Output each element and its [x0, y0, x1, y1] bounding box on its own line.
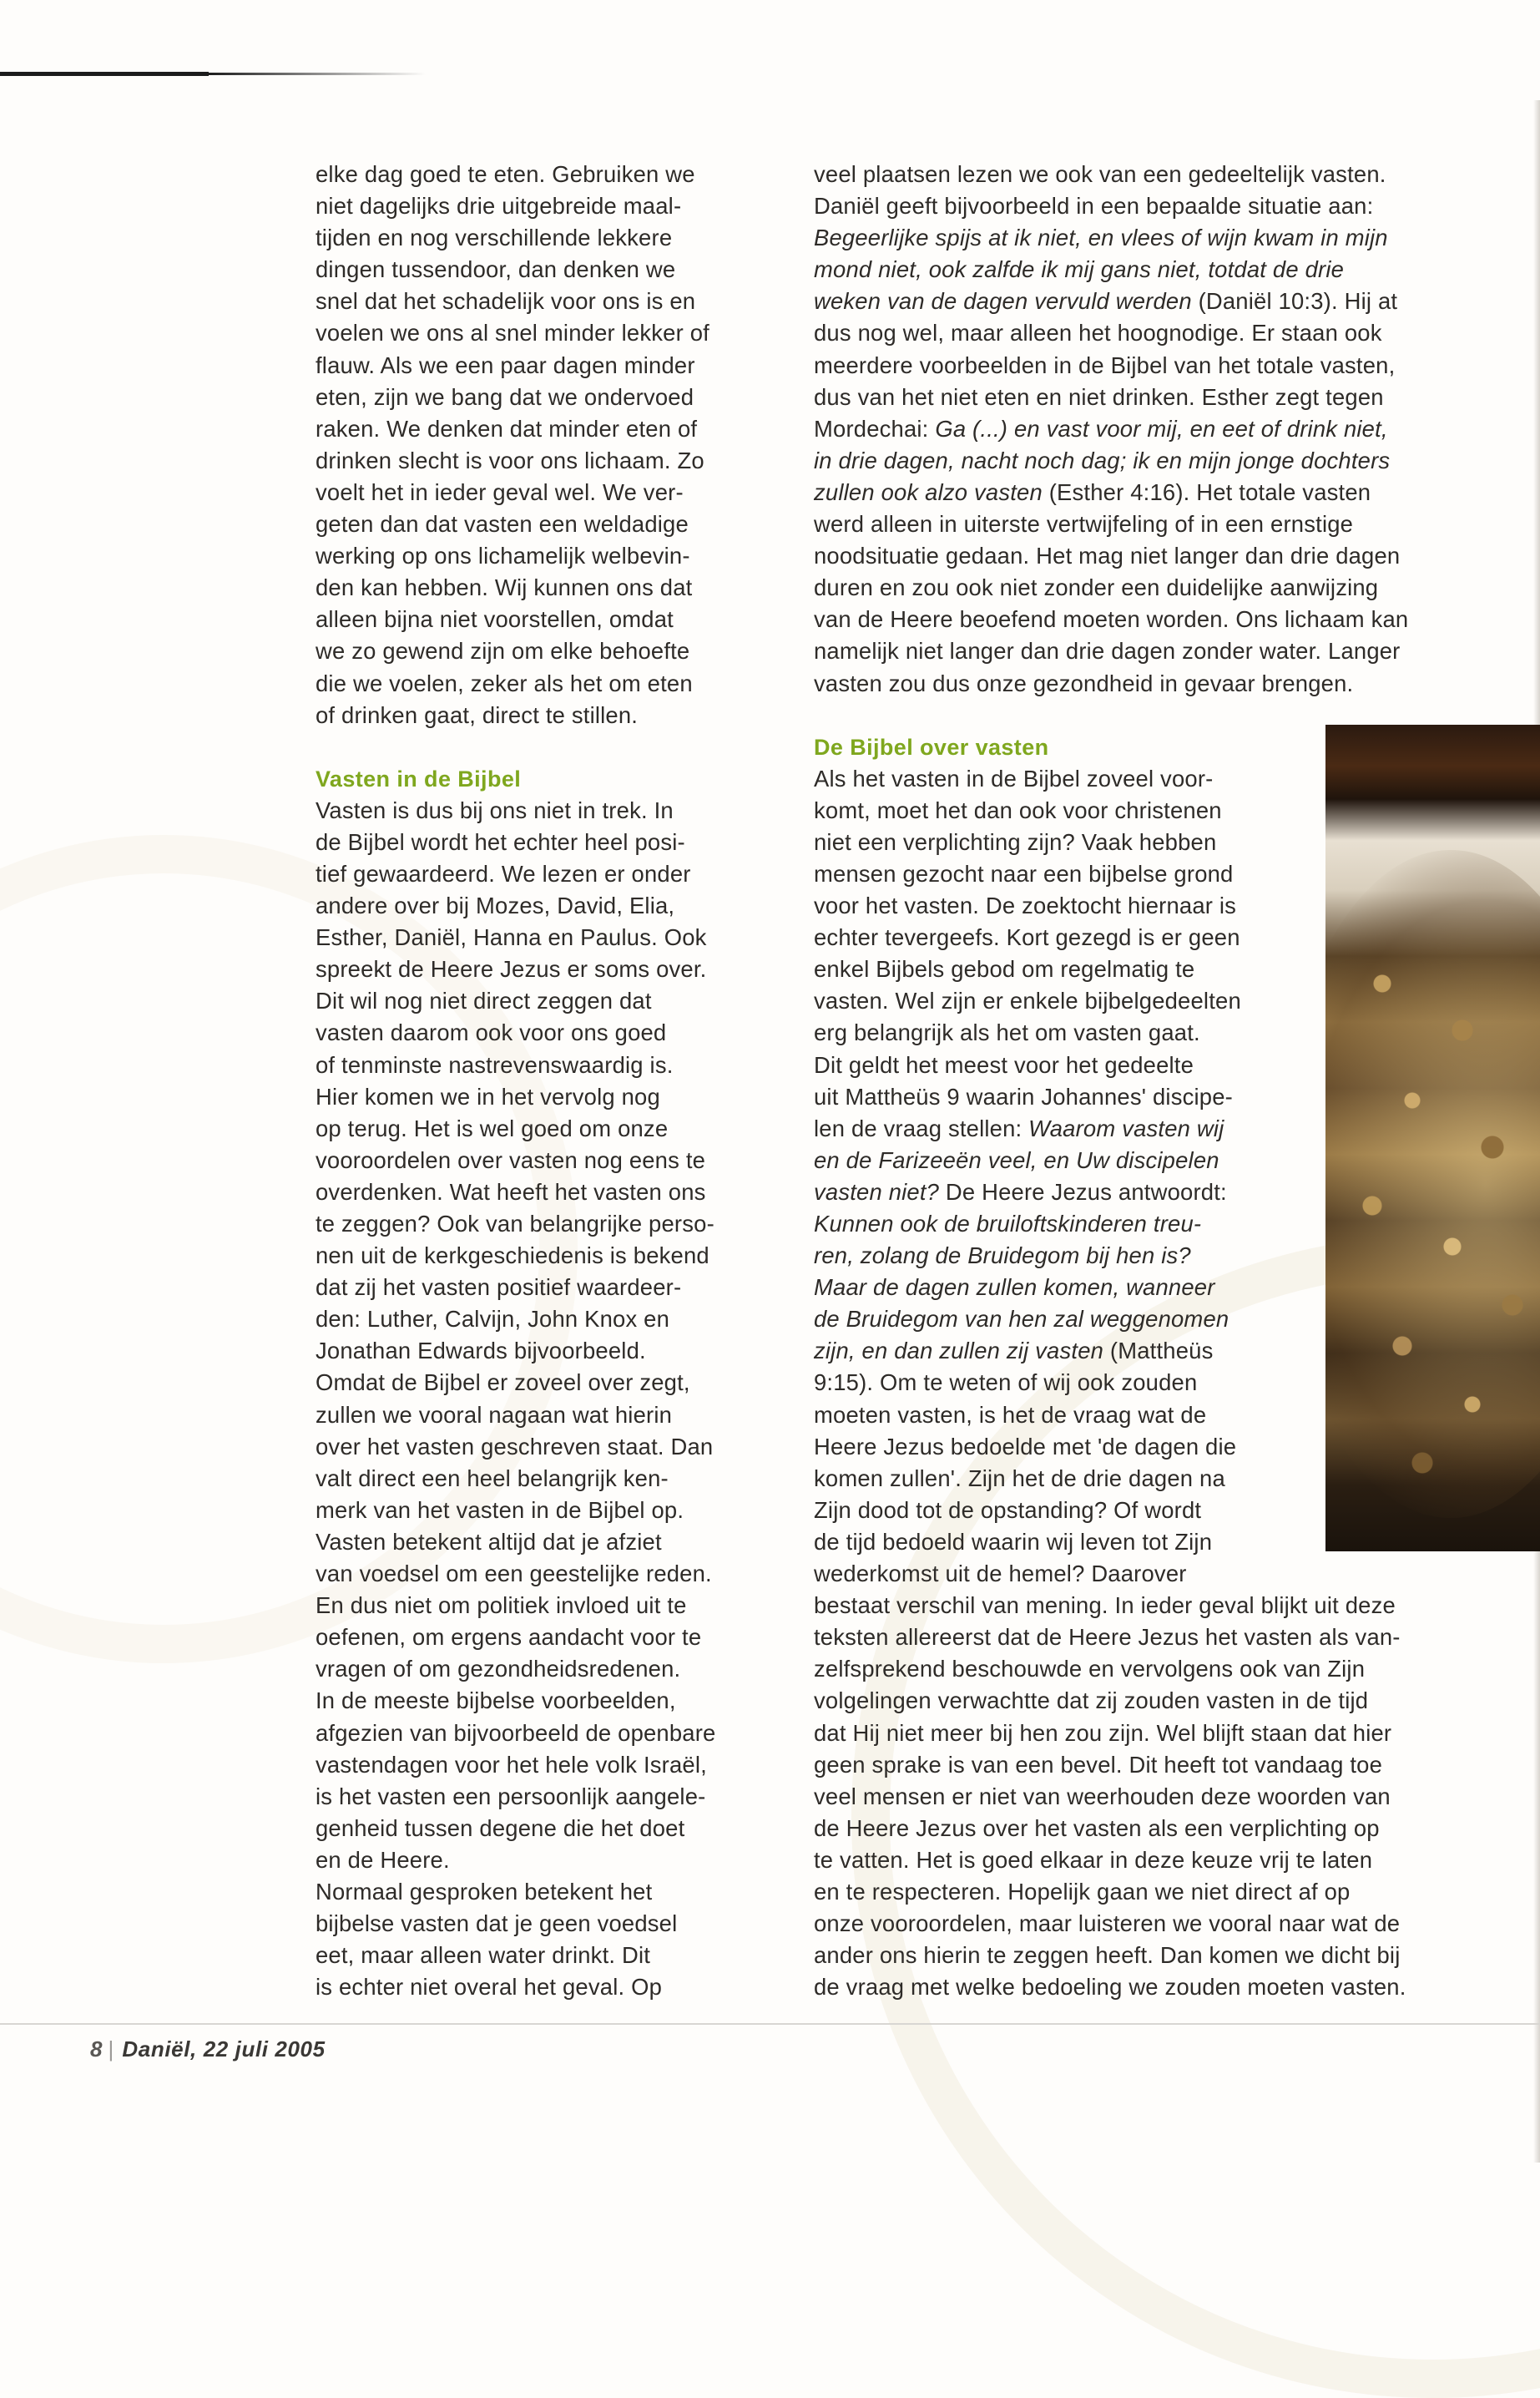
text-line: uit Mattheüs 9 waarin Johannes' discipe-	[814, 1083, 1233, 1110]
text-line: vooroordelen over vasten nog eens te	[316, 1146, 706, 1173]
text-line: Maar de dagen zullen komen, wanneer	[814, 1274, 1215, 1301]
text-line	[814, 413, 1498, 445]
bible-reference: (Daniël 10:3). Hij at	[1191, 288, 1398, 315]
text-line: valt direct een heel belangrijk ken-	[316, 1465, 669, 1491]
text-line: vasten daarom ook voor ons goed	[316, 1019, 667, 1046]
text-line: bestaat verschil van mening. In ieder geval blijkt uit deze	[814, 1592, 1396, 1619]
bible-quote: vasten niet?	[814, 1178, 940, 1205]
text-line: Dit geldt het meest voor het gedeelte	[814, 1051, 1194, 1078]
text-line: duren en zou ook niet zonder een duidelijke aanwijzing	[814, 574, 1379, 601]
bible-quote: Ga (...) en vast voor mij, en eet of drink niet,	[935, 415, 1388, 442]
text-line: spreekt de Heere Jezus er soms over.	[316, 956, 707, 983]
text-line: merk van het vasten in de Bijbel op.	[316, 1496, 684, 1523]
text-line: mond niet, ook zalfde ik mij gans niet, totdat de drie	[814, 256, 1345, 283]
nuts-texture	[1342, 925, 1540, 1510]
text-line: vastendagen voor het hele volk Israël,	[316, 1751, 707, 1778]
text-line: Daniël geeft bijvoorbeeld in een bepaalde situatie aan:	[814, 193, 1374, 220]
text-line: tijden en nog verschillende lekkere	[316, 225, 673, 251]
text-line: snel dat het schadelijk voor ons is en	[316, 288, 696, 315]
text-line: ren, zolang de Bruidegom bij hen is?	[814, 1242, 1191, 1269]
top-rule	[0, 72, 209, 76]
text-line: zullen we vooral nagaan wat hierin	[316, 1401, 673, 1428]
text-line: enkel Bijbels gebod om regelmatig te	[814, 956, 1195, 983]
text-line: flauw. Als we een paar dagen minder	[316, 352, 695, 378]
text-line: drinken slecht is voor ons lichaam. Zo	[316, 447, 704, 473]
text-line: te vatten. Het is goed elkaar in deze keuze vrij te laten	[814, 1846, 1373, 1873]
text-line: vragen of om gezondheidsredenen.	[316, 1656, 681, 1682]
text-line: dus van het niet eten en niet drinken. Esther zegt tegen	[814, 383, 1384, 410]
text-line: dingen tussendoor, dan denken we	[316, 256, 676, 283]
section-heading: Vasten in de Bijbel	[316, 766, 522, 792]
text-line: vasten zou dus onze gezondheid in gevaar brengen.	[814, 670, 1354, 696]
text-line: de vraag met welke bedoeling we zouden moeten vasten.	[814, 1974, 1406, 2001]
text-line: wederkomst uit de hemel? Daarover	[814, 1561, 1187, 1587]
text-line	[814, 1113, 1302, 1145]
footer-separator: |	[108, 2036, 114, 2062]
text-line: de Bruidegom van hen zal weggenomen	[814, 1306, 1229, 1333]
text-line: werd alleen in uiterste vertwijfeling of in een ernstige	[814, 511, 1354, 538]
text-line: volgelingen verwachtte dat zij zouden vasten in de tijd	[814, 1687, 1369, 1714]
section-paragraph-narrow	[814, 763, 1302, 1590]
text-line: Hier komen we in het vervolg nog	[316, 1083, 660, 1110]
text-line: Heere Jezus bedoelde met 'de dagen die	[814, 1433, 1237, 1460]
text-line: Omdat de Bijbel er zoveel over zegt,	[316, 1369, 690, 1396]
text-line: voelen we ons al snel minder lekker of	[316, 320, 709, 347]
intro-paragraph	[814, 159, 1498, 700]
text-line: teksten allereerst dat de Heere Jezus het vasten als van-	[814, 1624, 1401, 1651]
text-line: moeten vasten, is het de vraag wat de	[814, 1401, 1207, 1428]
text-line: komt, moet het dan ook voor christenen	[814, 797, 1222, 823]
text-line: zelfsprekend beschouwde en vervolgens ook van Zijn	[814, 1656, 1366, 1682]
text-line: alleen bijna niet voorstellen, omdat	[316, 606, 674, 633]
text-line: overdenken. Wat heeft het vasten ons	[316, 1178, 706, 1205]
text-line: ander ons hierin te zeggen heeft. Dan komen we dicht bij	[814, 1942, 1401, 1969]
text-span: len de vraag stellen:	[814, 1115, 1029, 1141]
text-line: genheid tussen degene die het doet	[316, 1814, 685, 1841]
text-line: Esther, Daniël, Hanna en Paulus. Ook	[316, 924, 707, 951]
text-span: Mordechai:	[814, 415, 936, 442]
text-line: oefenen, om ergens aandacht voor te	[316, 1624, 702, 1651]
section-paragraph-wide	[814, 1590, 1498, 2003]
text-line: of drinken gaat, direct te stillen.	[316, 701, 639, 728]
text-line: de tijd bedoeld waarin wij leven tot Zijn	[814, 1528, 1213, 1555]
section-paragraph	[316, 795, 783, 2004]
text-line: nen uit de kerkgeschiedenis is bekend	[316, 1242, 709, 1269]
text-line: noodsituatie gedaan. Het mag niet langer dan drie dagen	[814, 543, 1401, 569]
text-line: is echter niet overal het geval. Op	[316, 1974, 663, 2001]
text-line: En dus niet om politiek invloed uit te	[316, 1592, 687, 1619]
section-heading: De Bijbel over vasten	[814, 734, 1049, 760]
text-line: Als het vasten in de Bijbel zoveel voor-	[814, 765, 1214, 792]
text-line: namelijk niet langer dan drie dagen zonder water. Langer	[814, 638, 1401, 665]
text-line: onze vooroordelen, maar luisteren we vooral naar wat de	[814, 1910, 1401, 1937]
text-line: van de Heere beoefend moeten worden. Ons lichaam kan	[814, 606, 1409, 633]
bible-quote: zijn, en dan zullen zij vasten	[814, 1338, 1104, 1364]
text-line	[814, 477, 1498, 508]
text-line: echter tevergeefs. Kort gezegd is er geen	[814, 924, 1240, 951]
text-line: over het vasten geschreven staat. Dan	[316, 1433, 714, 1460]
text-line: op terug. Het is wel goed om onze	[316, 1115, 669, 1141]
text-line: Vasten is dus bij ons niet in trek. In	[316, 797, 674, 823]
text-line	[814, 1176, 1302, 1208]
text-line: dat zij het vasten positief waardeer-	[316, 1274, 682, 1301]
text-line: de Heere Jezus over het vasten als een verplichting op	[814, 1814, 1380, 1841]
left-column	[316, 159, 783, 2003]
text-line: of tenminste nastrevenswaardig is.	[316, 1051, 674, 1078]
text-line: dus nog wel, maar alleen het hoognodige. Er staan ook	[814, 320, 1382, 347]
text-line: en de Farizeeën veel, en Uw discipelen	[814, 1146, 1219, 1173]
text-line: elke dag goed te eten. Gebruiken we	[316, 161, 695, 187]
bible-reference: (Mattheüs	[1103, 1338, 1214, 1364]
text-line: den kan hebben. Wij kunnen ons dat	[316, 574, 693, 601]
text-line: voor het vasten. De zoektocht hiernaar is	[814, 893, 1237, 919]
text-line: geten dan dat vasten een weldadige	[316, 511, 689, 538]
text-line: niet een verplichting zijn? Vaak hebben	[814, 828, 1217, 855]
text-line: voelt het in ieder geval wel. We ver-	[316, 478, 684, 505]
food-photo	[1325, 725, 1540, 1551]
text-line: den: Luther, Calvijn, John Knox en	[316, 1306, 670, 1333]
text-line: In de meeste bijbelse voorbeelden,	[316, 1687, 676, 1714]
text-line: Kunnen ook de bruiloftskinderen treu-	[814, 1211, 1202, 1237]
bible-quote: Waarom vasten wij	[1028, 1115, 1224, 1141]
bible-quote: zullen ook alzo vasten	[814, 478, 1043, 505]
intro-paragraph	[316, 159, 783, 731]
text-line: dat Hij niet meer bij hen zou zijn. Wel blijft staan dat hier	[814, 1719, 1392, 1746]
text-line: erg belangrijk als het om vasten gaat.	[814, 1019, 1200, 1046]
page-number: 8	[90, 2036, 104, 2062]
text-line: Normaal gesproken betekent het	[316, 1878, 653, 1905]
text-line: bijbelse vasten dat je geen voedsel	[316, 1910, 678, 1937]
text-line: in drie dagen, nacht noch dag; ik en mijn jonge dochters	[814, 447, 1391, 473]
text-line: de Bijbel wordt het echter heel posi-	[316, 828, 685, 855]
page-footer	[90, 2036, 326, 2062]
text-line: is het vasten een persoonlijk aangele-	[316, 1783, 706, 1809]
footer-rule	[0, 2023, 1540, 2025]
text-line: en de Heere.	[316, 1846, 450, 1873]
text-line: Vasten betekent altijd dat je afziet	[316, 1528, 662, 1555]
text-line: niet dagelijks drie uitgebreide maal-	[316, 193, 682, 220]
text-line: die we voelen, zeker als het om eten	[316, 670, 693, 696]
text-line	[814, 286, 1498, 317]
text-line: Begeerlijke spijs at ik niet, en vlees of wijn kwam in mijn	[814, 225, 1388, 251]
text-line: meerdere voorbeelden in de Bijbel van het totale vasten,	[814, 352, 1396, 378]
text-line: raken. We denken dat minder eten of	[316, 415, 698, 442]
text-line: afgezien van bijvoorbeeld de openbare	[316, 1719, 716, 1746]
text-line: geen sprake is van een bevel. Dit heeft tot vandaag toe	[814, 1751, 1383, 1778]
bible-reference: (Esther 4:16). Het totale vasten	[1042, 478, 1371, 505]
text-line: werking op ons lichamelijk welbevin-	[316, 543, 690, 569]
publication-name: Daniël, 22 juli 2005	[122, 2036, 326, 2062]
text-line: veel mensen er niet van weerhouden deze woorden van	[814, 1783, 1391, 1809]
text-line: 9:15). Om te weten of wij ook zouden	[814, 1369, 1198, 1396]
text-line: we zo gewend zijn om elke behoefte	[316, 638, 690, 665]
text-line: mensen gezocht naar een bijbelse grond	[814, 860, 1234, 887]
bible-quote: weken van de dagen vervuld werden	[814, 288, 1192, 315]
text-line: van voedsel om een geestelijke reden.	[316, 1561, 712, 1587]
text-line: Dit wil nog niet direct zeggen dat	[316, 988, 652, 1014]
text-span: De Heere Jezus antwoordt:	[939, 1178, 1227, 1205]
text-line: eet, maar alleen water drinkt. Dit	[316, 1942, 651, 1969]
text-line: vasten. Wel zijn er enkele bijbelgedeelten	[814, 988, 1241, 1014]
text-line	[814, 1335, 1302, 1367]
text-line: komen zullen'. Zijn het de drie dagen na	[814, 1465, 1225, 1491]
text-line: Jonathan Edwards bijvoorbeeld.	[316, 1338, 646, 1364]
text-line: andere over bij Mozes, David, Elia,	[316, 893, 675, 919]
text-line: veel plaatsen lezen we ook van een gedeeltelijk vasten.	[814, 161, 1386, 187]
text-line: Zijn dood tot de opstanding? Of wordt	[814, 1496, 1202, 1523]
text-line: eten, zijn we bang dat we ondervoed	[316, 383, 694, 410]
text-line: te zeggen? Ook van belangrijke perso-	[316, 1211, 714, 1237]
text-line: tief gewaardeerd. We lezen er onder	[316, 860, 691, 887]
text-line: en te respecteren. Hopelijk gaan we niet direct af op	[814, 1878, 1351, 1905]
